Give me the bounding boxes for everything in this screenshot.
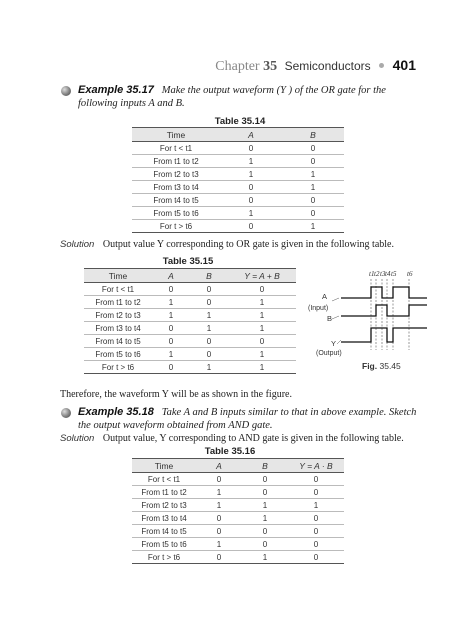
separator-dot: [379, 63, 384, 68]
output-y-sublabel: (Output): [316, 350, 342, 357]
table-row: [132, 155, 344, 168]
table-cell: From t5 to t6: [132, 538, 196, 551]
table-caption: Table 35.14: [214, 116, 266, 127]
figure-caption: Fig. 35.45: [362, 361, 401, 371]
table-row: [132, 525, 344, 538]
time-label: t6: [407, 270, 413, 278]
table-cell: 0: [242, 486, 288, 499]
input-a-label: A: [322, 292, 328, 301]
table-cell: From t4 to t5: [132, 194, 220, 207]
table-cell: 1: [190, 309, 228, 322]
table-cell: 1: [152, 348, 190, 361]
table-cell: 1: [228, 309, 296, 322]
time-label: t1: [369, 270, 375, 278]
table-cell: 1: [190, 361, 228, 374]
table-cell: 1: [282, 181, 344, 194]
table-cell: For t > t6: [132, 551, 196, 564]
table-cell: 0: [228, 335, 296, 348]
table-cell: 1: [242, 499, 288, 512]
table-cell: 0: [220, 142, 282, 155]
table-cell: 1: [242, 551, 288, 564]
table-cell: 0: [152, 361, 190, 374]
table-caption: Table 35.15: [162, 256, 214, 267]
table-cell: 0: [288, 486, 344, 499]
waveform-y-trace: [341, 328, 427, 342]
waveform-diagram: [308, 268, 435, 364]
table-cell: 0: [282, 155, 344, 168]
output-y-label: Y: [331, 339, 337, 348]
table-cell: 0: [220, 181, 282, 194]
table-row: [84, 322, 296, 335]
table-row: [132, 499, 344, 512]
table-row: [84, 335, 296, 348]
table-cell: 1: [196, 499, 242, 512]
table-cell: 1: [228, 296, 296, 309]
table-cell: 0: [190, 348, 228, 361]
table-cell: 1: [288, 499, 344, 512]
table-cell: 0: [196, 525, 242, 538]
table-cell: From t1 to t2: [132, 486, 196, 499]
table-cell: 1: [220, 168, 282, 181]
column-header: B: [242, 459, 288, 473]
table-row: [84, 348, 296, 361]
column-header: A: [152, 269, 190, 283]
example-label: Example 35.18: [78, 406, 154, 418]
solution-label: Solution: [60, 433, 95, 444]
table-cell: 0: [282, 142, 344, 155]
page-number: 401: [392, 57, 416, 73]
table-cell: For t < t1: [132, 473, 196, 486]
table-cell: 0: [228, 283, 296, 296]
waveform-b-trace: [341, 305, 427, 316]
table-cell: 1: [282, 168, 344, 181]
example-text-line2: the output waveform obtained from AND gate.: [78, 420, 273, 431]
solution-label: Solution: [60, 239, 95, 250]
table-cell: 0: [288, 538, 344, 551]
table-cell: From t2 to t3: [132, 499, 196, 512]
table-cell: 1: [190, 322, 228, 335]
table-cell: 0: [288, 551, 344, 564]
time-label: t2: [374, 270, 380, 278]
table-cell: From t5 to t6: [132, 207, 220, 220]
example-text-line1: Take A and B inputs similar to that in above example. Sketch: [161, 407, 417, 418]
chapter-title: Semiconductors: [284, 59, 371, 73]
table-cell: 0: [152, 283, 190, 296]
chapter-label: Chapter 35: [215, 59, 278, 74]
table-row: [132, 486, 344, 499]
table-cell: 1: [152, 296, 190, 309]
table-cell: 0: [152, 322, 190, 335]
solution-text: Output value, Y corresponding to AND gate is given in the following table.: [102, 433, 404, 444]
example-35-17: [78, 84, 418, 110]
example-text-line1: Make the output waveform (Y ) of the OR gate for the: [161, 85, 386, 96]
column-header: Time: [132, 128, 220, 142]
table-cell: 1: [228, 348, 296, 361]
table-cell: 0: [242, 525, 288, 538]
table-cell: From t2 to t3: [132, 168, 220, 181]
table-cell: For t < t1: [132, 142, 220, 155]
column-header: A: [220, 128, 282, 142]
table-row: [84, 296, 296, 309]
table-cell: 1: [228, 361, 296, 374]
table-cell: From t1 to t2: [84, 296, 152, 309]
table-cell: 0: [196, 473, 242, 486]
column-header: A: [196, 459, 242, 473]
table-row: [132, 512, 344, 525]
example-35-18: [78, 406, 428, 432]
column-header: B: [282, 128, 344, 142]
table-row: [132, 194, 344, 207]
table-row: [132, 220, 344, 233]
column-header: Time: [84, 269, 152, 283]
table-cell: 1: [152, 309, 190, 322]
table-cell: 0: [288, 512, 344, 525]
table-cell: For t > t6: [84, 361, 152, 374]
truth-table-35-15: [84, 268, 296, 374]
bullet-icon: [61, 408, 71, 418]
solution-35-17: [60, 239, 394, 250]
table-cell: 0: [220, 194, 282, 207]
truth-table-35-16: [132, 458, 344, 564]
table-cell: 1: [242, 512, 288, 525]
table-cell: From t2 to t3: [84, 309, 152, 322]
conclusion-text: Therefore, the waveform Y will be as shown in the figure.: [60, 389, 292, 400]
input-a-sublabel: (Input): [308, 305, 329, 312]
table-cell: 0: [196, 512, 242, 525]
table-cell: 0: [282, 194, 344, 207]
column-header: Y = A · B: [288, 459, 344, 473]
table-row: [132, 473, 344, 486]
page-header: [215, 57, 416, 75]
example-label: Example 35.17: [78, 84, 154, 96]
table-row: [132, 551, 344, 564]
table-cell: 0: [242, 473, 288, 486]
table-row: [132, 538, 344, 551]
table-cell: For t < t1: [84, 283, 152, 296]
input-b-label: B: [327, 314, 333, 323]
solution-35-18: [60, 433, 404, 444]
table-cell: 0: [282, 207, 344, 220]
table-caption: Table 35.16: [204, 446, 256, 457]
table-cell: From t1 to t2: [132, 155, 220, 168]
example-text-line2: following inputs A and B.: [78, 98, 185, 109]
table-cell: From t4 to t5: [132, 525, 196, 538]
bullet-icon: [61, 86, 71, 96]
table-cell: 0: [220, 220, 282, 233]
table-row: [132, 142, 344, 155]
table-cell: 0: [152, 335, 190, 348]
table-row: [132, 168, 344, 181]
table-cell: From t3 to t4: [132, 181, 220, 194]
table-cell: From t3 to t4: [84, 322, 152, 335]
time-label: t5: [391, 270, 397, 278]
table-row: [84, 361, 296, 374]
time-label: t4: [385, 270, 391, 278]
column-header: B: [190, 269, 228, 283]
table-cell: From t3 to t4: [132, 512, 196, 525]
truth-table-35-14: [132, 127, 344, 233]
table-cell: 0: [190, 296, 228, 309]
table-cell: 0: [190, 335, 228, 348]
table-cell: For t > t6: [132, 220, 220, 233]
table-cell: 1: [196, 538, 242, 551]
table-cell: 1: [228, 322, 296, 335]
table-cell: 1: [196, 486, 242, 499]
table-cell: 0: [242, 538, 288, 551]
table-row: [132, 181, 344, 194]
table-cell: 1: [220, 207, 282, 220]
column-header: Y = A + B: [228, 269, 296, 283]
table-cell: From t5 to t6: [84, 348, 152, 361]
solution-text: Output value Y corresponding to OR gate is given in the following table.: [102, 239, 394, 250]
table-cell: 0: [288, 473, 344, 486]
table-cell: 0: [196, 551, 242, 564]
time-label: t3: [380, 270, 386, 278]
table-cell: 0: [190, 283, 228, 296]
table-cell: 0: [288, 525, 344, 538]
column-header: Time: [132, 459, 196, 473]
table-row: [84, 283, 296, 296]
table-cell: From t4 to t5: [84, 335, 152, 348]
table-cell: 1: [282, 220, 344, 233]
table-row: [84, 309, 296, 322]
table-row: [132, 207, 344, 220]
waveform-a-trace: [341, 287, 427, 298]
table-cell: 1: [220, 155, 282, 168]
